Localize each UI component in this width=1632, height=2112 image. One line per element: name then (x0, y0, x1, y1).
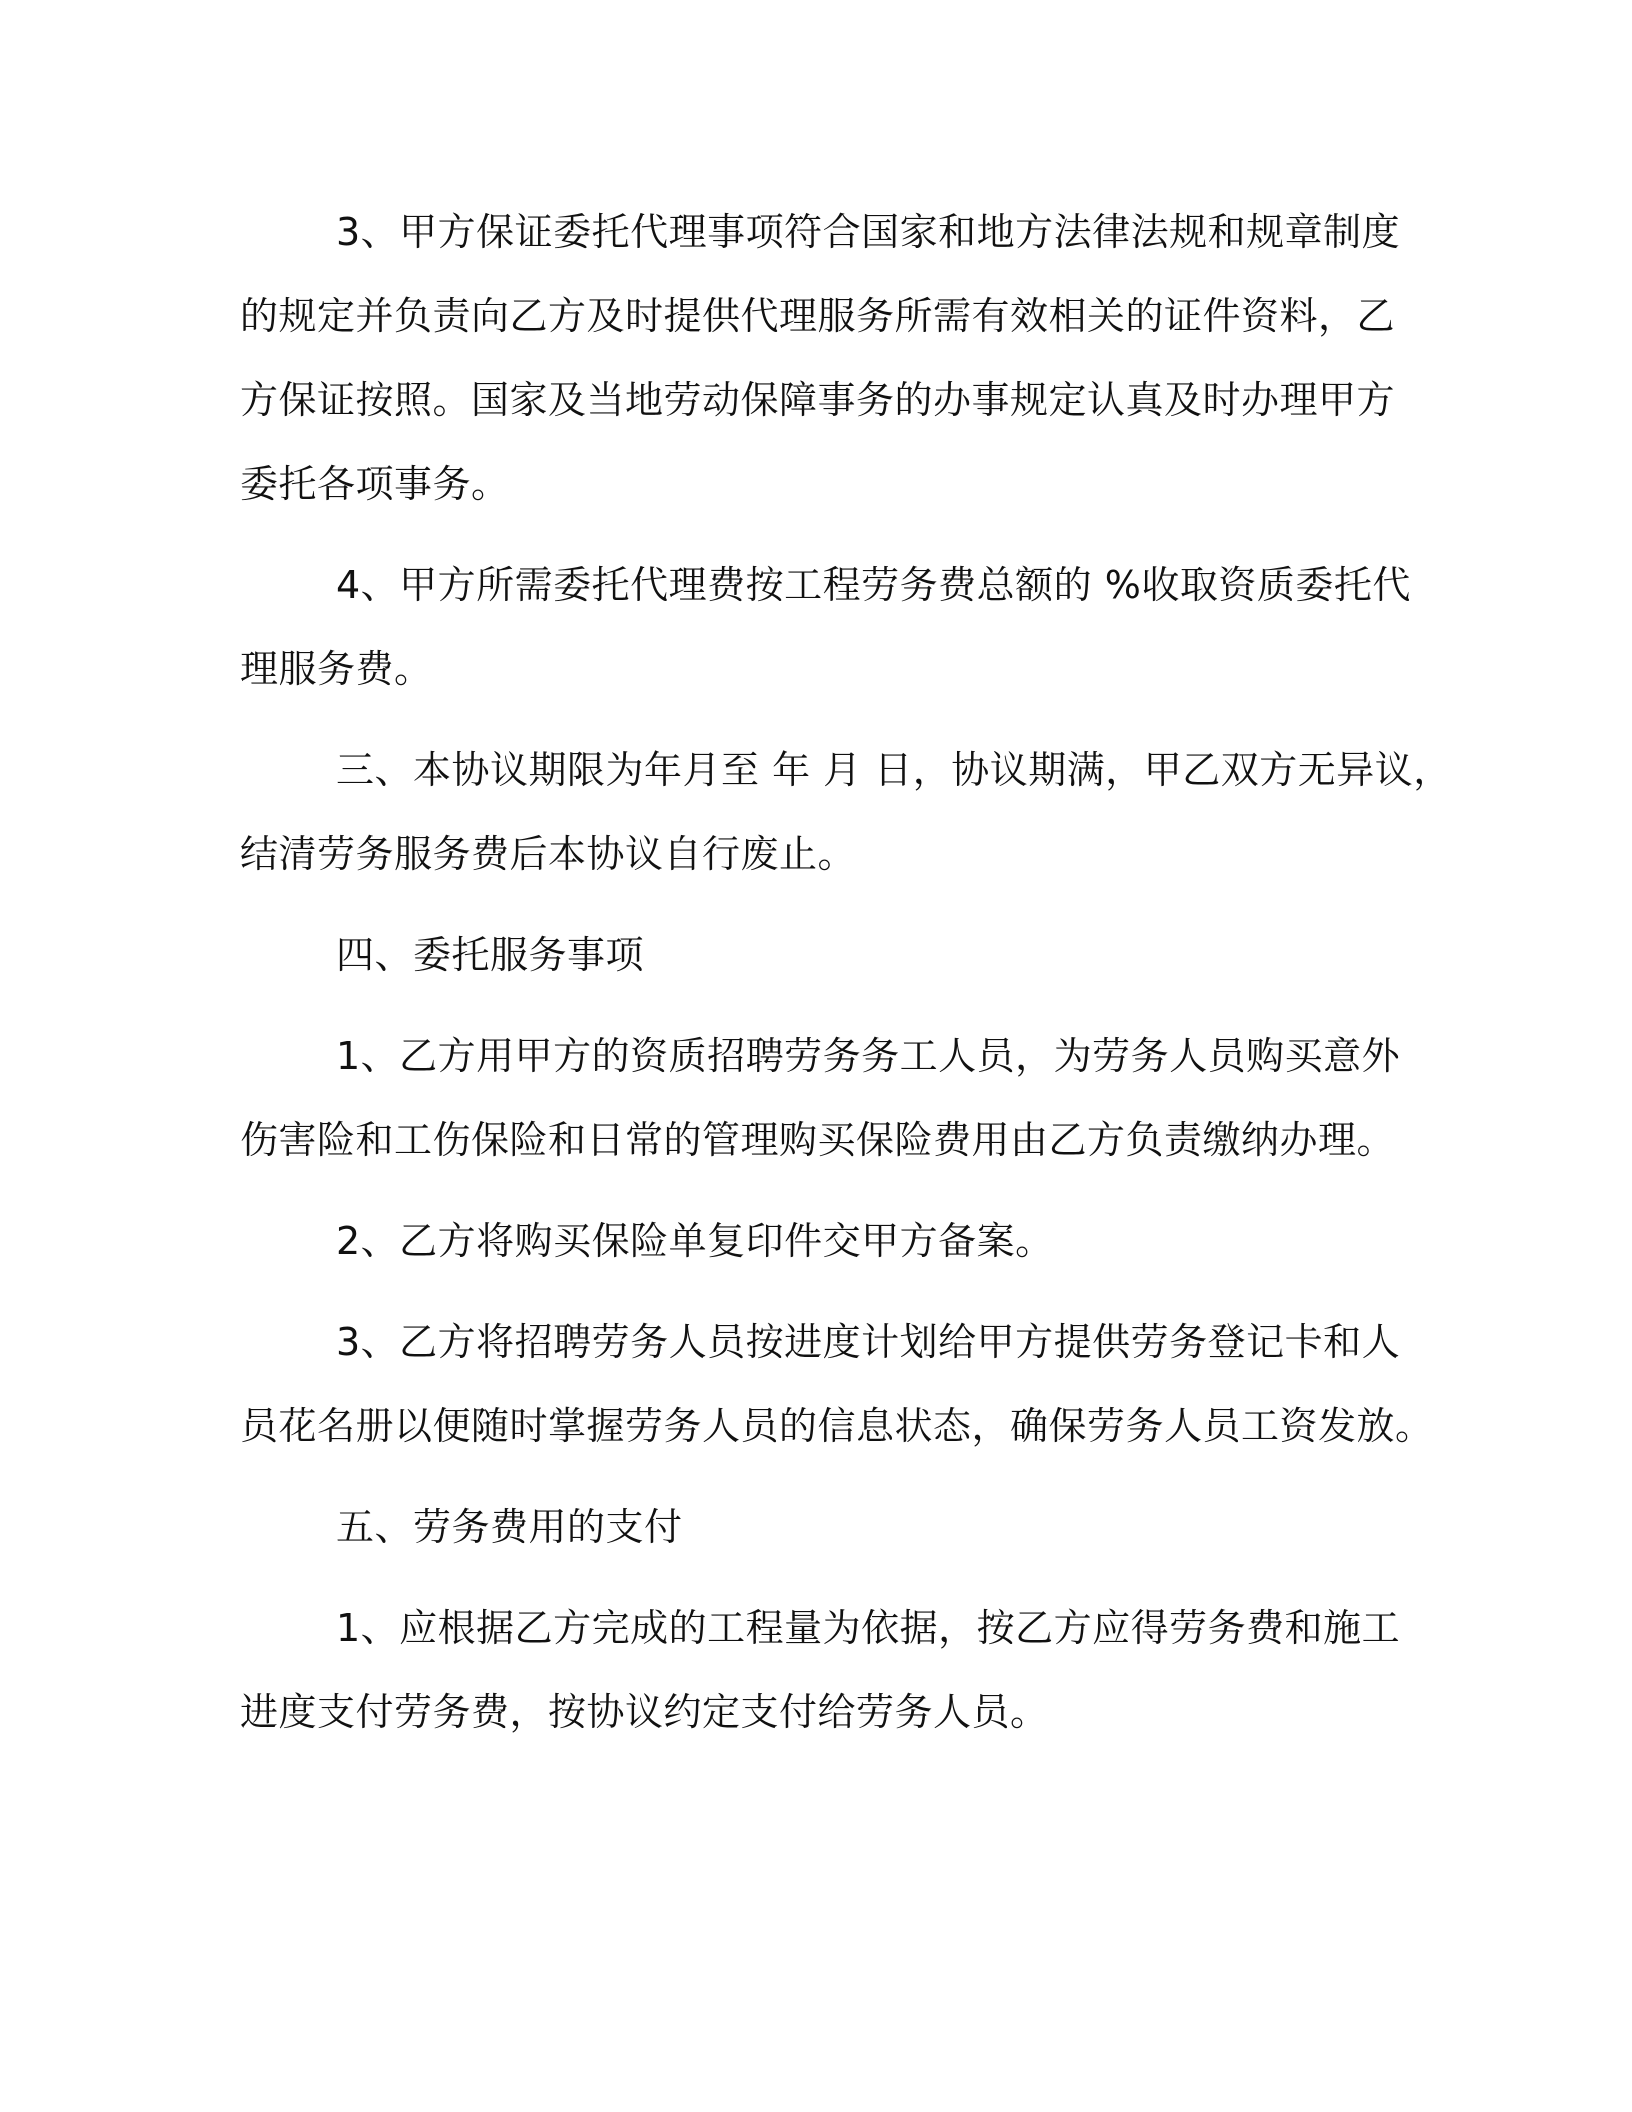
text-line: 委托各项事务。 (240, 462, 510, 506)
text-line: 1、乙方用甲方的资质招聘劳务务工人员，为劳务人员购买意外 (336, 1034, 1401, 1078)
text-line: 理服务费。 (240, 647, 433, 691)
text-line: 伤害险和工伤保险和日常的管理购买保险费用由乙方负责缴纳办理。 (240, 1118, 1396, 1162)
text-line: 的规定并负责向乙方及时提供代理服务所需有效相关的证件资料，乙 (240, 294, 1396, 338)
paragraph-registration-cards (240, 1300, 1434, 1468)
section-heading: 五、劳务费用的支付 (336, 1505, 683, 1549)
text-line: 员花名册以便随时掌握劳务人员的信息状态，确保劳务人员工资发放。 (240, 1404, 1434, 1448)
section-heading: 四、委托服务事项 (336, 933, 645, 977)
text-line: 方保证按照。国家及当地劳动保障事务的办事规定认真及时办理甲方 (240, 378, 1396, 422)
text-line: 2、乙方将购买保险单复印件交甲方备案。 (336, 1219, 1054, 1263)
text-line: 4、甲方所需委托代理费按工程劳务费总额的 %收取资质委托代 (336, 563, 1411, 607)
document-body (240, 190, 1452, 1771)
paragraph-agreement-term (240, 728, 1452, 896)
text-line: 3、甲方保证委托代理事项符合国家和地方法律法规和规章制度 (336, 210, 1401, 254)
text-line: 结清劳务服务费后本协议自行废止。 (240, 832, 857, 876)
paragraph-recruitment-insurance (240, 1014, 1401, 1182)
text-line: 1、应根据乙方完成的工程量为依据，按乙方应得劳务费和施工 (336, 1606, 1401, 1650)
heading-fee-payment (240, 1485, 1390, 1569)
text-line: 进度支付劳务费，按协议约定支付给劳务人员。 (240, 1690, 1049, 1734)
text-line: 3、乙方将招聘劳务人员按进度计划给甲方提供劳务登记卡和人 (336, 1320, 1401, 1364)
paragraph-agency-fee (240, 543, 1411, 711)
text-line: 三、本协议期限为年月至 年 月 日，协议期满，甲乙双方无异议， (336, 748, 1452, 792)
paragraph-payment-basis (240, 1586, 1401, 1754)
paragraph-principal-guarantee (240, 190, 1401, 526)
heading-entrusted-services (240, 913, 1390, 997)
paragraph-insurance-copy (240, 1199, 1390, 1283)
